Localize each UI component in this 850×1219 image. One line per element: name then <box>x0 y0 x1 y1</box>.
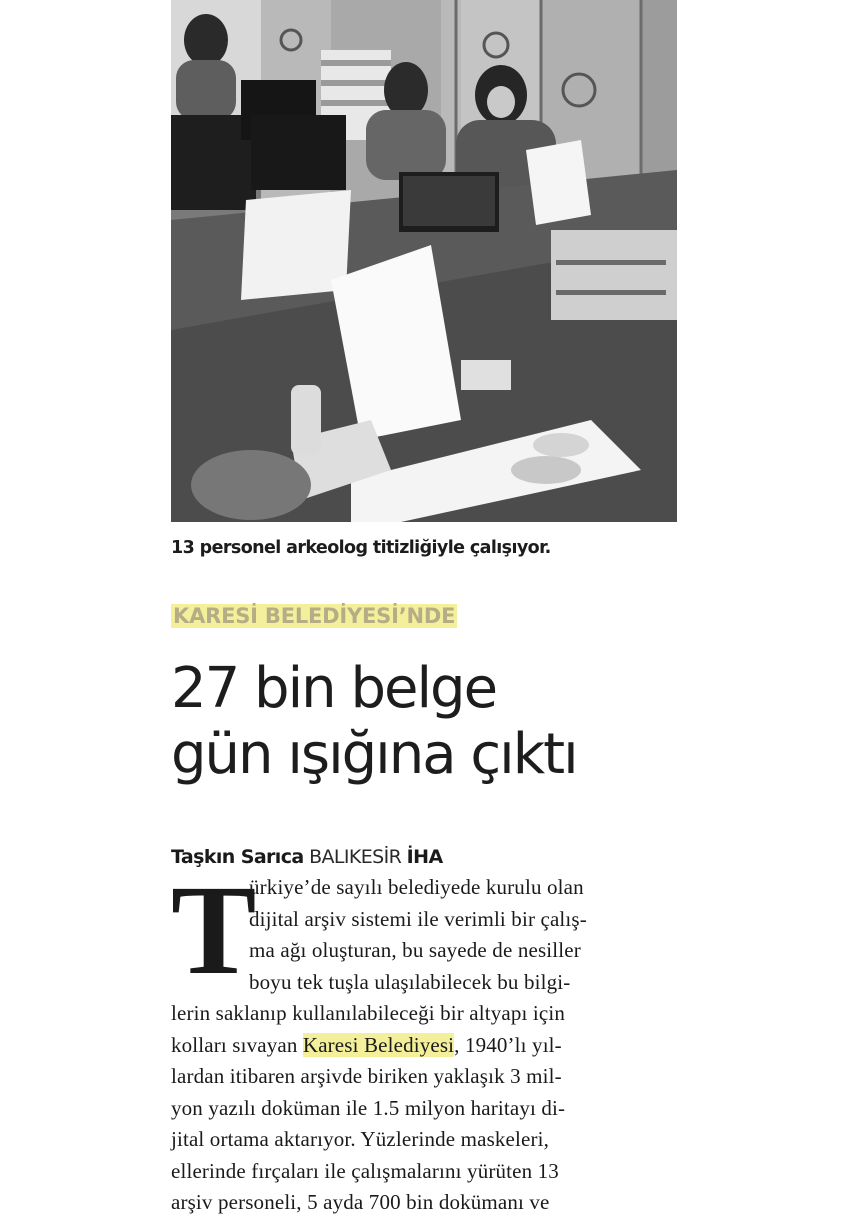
body-line: arşiv personeli, 5 ayda 700 bin dokümanı ve <box>171 1190 550 1214</box>
body-line: boyu tek tuşla ulaşılabilecek bu bilgi- <box>249 969 571 994</box>
body-line: dijital arşiv sistemi ile verimli bir çalış- <box>249 906 587 931</box>
drop-cap: T <box>171 859 257 1001</box>
headline-line-2: gün ışığına çıktı <box>171 722 577 787</box>
headline <box>171 656 691 788</box>
body-line: yon yazılı doküman ile 1.5 milyon haritayı di- <box>171 1095 566 1120</box>
body-line: lardan itibaren arşivde biriken yaklaşık 3 mil- <box>171 1064 562 1088</box>
body-line: lerin saklanıp kullanılabileceği bir altyapı için <box>171 1001 565 1025</box>
photo-illustration <box>171 0 677 522</box>
headline-line-1: 27 bin belge <box>171 656 497 721</box>
photo-caption: 13 personel arkeolog titizliğiyle çalışıyor. <box>171 538 551 558</box>
byline-agency: İHA <box>406 846 443 868</box>
body-text: kolları sıvayan <box>171 1032 303 1057</box>
body-line: ürkiye’de sayılı belediyede kurulu olan <box>249 875 584 899</box>
kicker-label: KARESİ BELEDİYESİ’NDE <box>173 604 456 628</box>
byline-author: Taşkın Sarıca <box>171 846 304 868</box>
body-line: ma ağı oluşturan, bu sayede de nesiller <box>249 938 581 962</box>
body-text: , 1940’lı yıl- <box>454 1032 562 1057</box>
body-line: jital ortama aktarıyor. Yüzlerinde maskeleri, <box>171 1127 549 1151</box>
body-line <box>171 1030 562 1062</box>
body-line: ellerinde fırçaları ile çalışmalarını yürüten 13 <box>171 1158 559 1183</box>
byline-place: BALIKESİR <box>309 846 402 868</box>
archive-staff-photo <box>171 0 677 522</box>
highlighted-name: Karesi Belediyesi <box>302 1032 455 1057</box>
